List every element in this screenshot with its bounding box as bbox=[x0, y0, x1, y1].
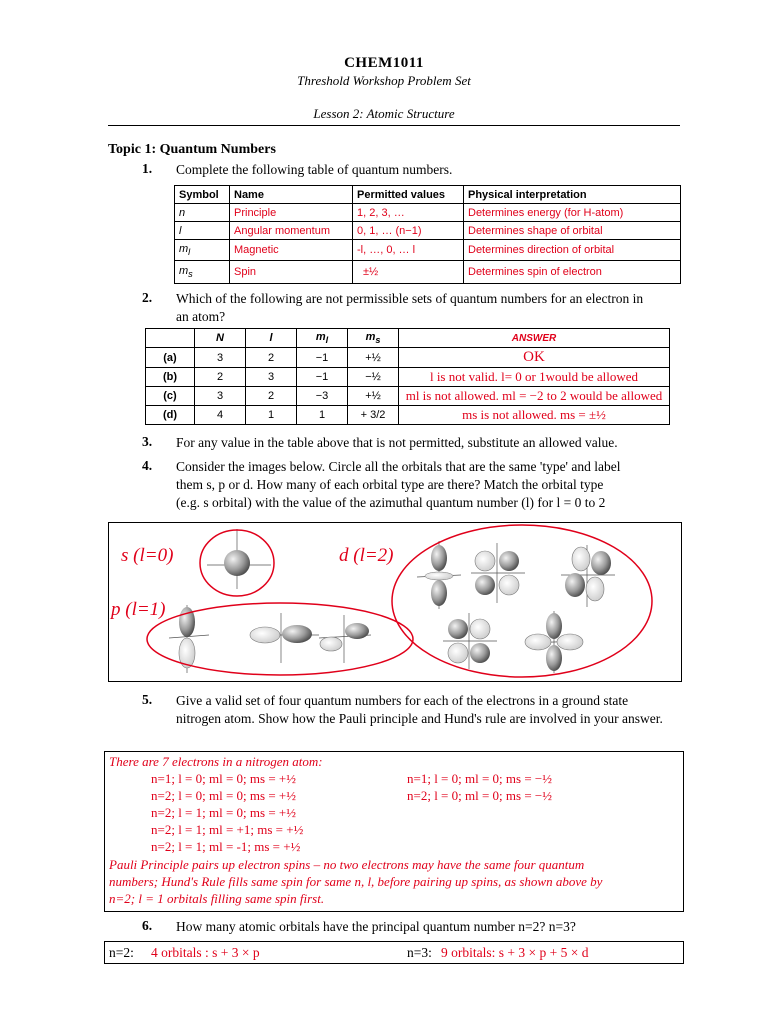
n-cell: 3 bbox=[195, 387, 246, 406]
name-cell: Angular momentum bbox=[230, 222, 353, 240]
col-header-ml bbox=[297, 329, 348, 348]
electron-set: n=2; l = 1; ml = 0; ms = +½ bbox=[151, 805, 296, 820]
l-cell: 2 bbox=[246, 348, 297, 368]
ms-cell: +½ bbox=[348, 387, 399, 406]
row-label: (d) bbox=[146, 406, 195, 425]
d-orbital-xz-icon bbox=[471, 543, 525, 603]
col-header: Physical interpretation bbox=[464, 186, 681, 204]
table-row bbox=[146, 387, 670, 406]
l-cell: 2 bbox=[246, 387, 297, 406]
q1-text: Complete the following table of quantum numbers. bbox=[176, 162, 453, 177]
interp-cell: Determines shape of orbital bbox=[464, 222, 681, 240]
answer-cell: ms is not allowed. ms = ±½ bbox=[399, 406, 670, 425]
name-cell: Magnetic bbox=[230, 240, 353, 261]
q3-number: 3. bbox=[142, 434, 153, 449]
d-orbital-yz-icon bbox=[561, 545, 615, 607]
table-row bbox=[175, 261, 681, 284]
values-cell: -l, …, 0, … l bbox=[353, 240, 464, 261]
n3-answer: 9 orbitals: s + 3 × p + 5 × d bbox=[441, 945, 589, 960]
symbol-sub: s bbox=[188, 269, 193, 280]
table-header-row bbox=[175, 186, 681, 204]
q6-answer-box bbox=[104, 941, 684, 964]
topic-heading: Topic 1: Quantum Numbers bbox=[108, 142, 276, 157]
values-cell: 0, 1, … (n−1) bbox=[353, 222, 464, 240]
electron-set: n=1; l = 0; ml = 0; ms = +½ bbox=[151, 771, 296, 786]
lesson-title: Lesson 2: Atomic Structure bbox=[313, 106, 455, 121]
ml-cell: 1 bbox=[297, 406, 348, 425]
col-header-ms bbox=[348, 329, 399, 348]
symbol-main: m bbox=[179, 242, 189, 255]
ms-cell: + 3/2 bbox=[348, 406, 399, 425]
values-cell: 1, 2, 3, … bbox=[353, 204, 464, 222]
label-header bbox=[146, 329, 195, 348]
table-row bbox=[175, 240, 681, 261]
permissible-sets-table bbox=[145, 328, 670, 425]
course-title: CHEM1011 bbox=[344, 55, 424, 71]
n-cell: 4 bbox=[195, 406, 246, 425]
col-header: Name bbox=[230, 186, 353, 204]
d-orbital-x2y2-icon bbox=[525, 611, 583, 673]
ms-cell: −½ bbox=[348, 368, 399, 387]
col-header-answer: ANSWER bbox=[399, 329, 670, 348]
table-row bbox=[146, 368, 670, 387]
orbitals-svg bbox=[109, 523, 681, 681]
q3-text: For any value in the table above that is not permitted, substitute an allowed value. bbox=[176, 435, 618, 450]
l-cell: 3 bbox=[246, 368, 297, 387]
p-orbital-y-icon bbox=[319, 615, 371, 663]
symbol-cell bbox=[175, 240, 230, 261]
s-label: s (l=0) bbox=[121, 545, 174, 566]
ms-main: m bbox=[365, 330, 376, 343]
col-header-l: l bbox=[246, 329, 297, 348]
ml-cell: −1 bbox=[297, 368, 348, 387]
p-orbital-z-icon bbox=[169, 605, 209, 673]
col-header: Symbol bbox=[175, 186, 230, 204]
interp-cell: Determines energy (for H-atom) bbox=[464, 204, 681, 222]
interp-cell: Determines spin of electron bbox=[464, 261, 681, 284]
ml-sub: l bbox=[325, 335, 329, 346]
d-orbital-xy-icon bbox=[443, 613, 497, 669]
ms-sub: s bbox=[375, 335, 381, 346]
row-label: (b) bbox=[146, 368, 195, 387]
symbol-cell bbox=[175, 261, 230, 284]
header-divider bbox=[108, 125, 680, 126]
electron-set: n=2; l = 0; ml = 0; ms = +½ bbox=[151, 788, 296, 803]
n-cell: 2 bbox=[195, 368, 246, 387]
name-cell: Spin bbox=[230, 261, 353, 284]
answer-cell: OK bbox=[399, 348, 670, 368]
col-header: Permitted values bbox=[353, 186, 464, 204]
l-cell: 1 bbox=[246, 406, 297, 425]
electron-set: n=2; l = 1; ml = +1; ms = +½ bbox=[151, 822, 304, 837]
p-orbital-x-icon bbox=[250, 613, 319, 663]
electron-set: n=2; l = 0; ml = 0; ms = −½ bbox=[407, 788, 552, 803]
q5-answer-box bbox=[104, 751, 684, 912]
row-label: (c) bbox=[146, 387, 195, 406]
q5-text: Give a valid set of four quantum numbers for each of the electrons in a ground state nitrogen atom. Show how the Pauli principle and Hund's rule are involved in your answer. bbox=[176, 693, 663, 726]
ms-cell: +½ bbox=[348, 348, 399, 368]
n2-answer: 4 orbitals : s + 3 × p bbox=[151, 945, 260, 960]
row-label: (a) bbox=[146, 348, 195, 368]
pauli-explanation: Pauli Principle pairs up electron spins – no two electrons may have the same four quantum bbox=[109, 857, 585, 872]
q1-number: 1. bbox=[142, 161, 153, 176]
symbol-cell: n bbox=[175, 204, 230, 222]
p-label: p (l=1) bbox=[111, 599, 166, 620]
answer-cell: ml is not allowed. ml = −2 to 2 would be allowed bbox=[399, 387, 670, 406]
q2-text: Which of the following are not permissible sets of quantum numbers for an electron in an atom? bbox=[176, 291, 644, 324]
symbol-sub: l bbox=[188, 247, 191, 258]
worksheet-subtitle: Threshold Workshop Problem Set bbox=[297, 73, 471, 88]
name-cell: Principle bbox=[230, 204, 353, 222]
ml-cell: −3 bbox=[297, 387, 348, 406]
answer-intro: There are 7 electrons in a nitrogen atom: bbox=[109, 754, 323, 769]
hund-explanation: numbers; Hund's Rule fills same spin for same n, l, before pairing up spins, as shown above by bbox=[109, 874, 603, 889]
electron-set: n=2; l = 1; ml = -1; ms = +½ bbox=[151, 839, 301, 854]
interp-cell: Determines direction of orbital bbox=[464, 240, 681, 261]
ml-cell: −1 bbox=[297, 348, 348, 368]
n-cell: 3 bbox=[195, 348, 246, 368]
d-orbital-circle bbox=[392, 525, 652, 677]
table-row bbox=[146, 406, 670, 425]
d-label: d (l=2) bbox=[339, 545, 394, 566]
answer-cell: l is not valid. l= 0 or 1would be allowed bbox=[399, 368, 670, 387]
n3-label: n=3: bbox=[407, 945, 432, 960]
ml-main: m bbox=[315, 330, 326, 343]
col-header-n: N bbox=[195, 329, 246, 348]
q5-number: 5. bbox=[142, 692, 153, 707]
symbol-main: m bbox=[179, 264, 189, 277]
q6-text: How many atomic orbitals have the principal quantum number n=2? n=3? bbox=[176, 919, 576, 934]
q4-number: 4. bbox=[142, 458, 153, 473]
table-header-row bbox=[146, 329, 670, 348]
values-cell: ±½ bbox=[353, 261, 464, 284]
table-row bbox=[146, 348, 670, 368]
table-row bbox=[175, 204, 681, 222]
q4-line-1: Consider the images below. Circle all the orbitals that are the same 'type' and label bbox=[176, 459, 621, 474]
symbol-cell: l bbox=[175, 222, 230, 240]
quantum-numbers-table bbox=[174, 185, 681, 284]
table-row bbox=[175, 222, 681, 240]
q6-number: 6. bbox=[142, 918, 153, 933]
explanation-end: n=2; l = 1 orbitals filling same spin first. bbox=[109, 891, 325, 906]
n2-label: n=2: bbox=[109, 945, 134, 960]
orbitals-figure bbox=[108, 522, 682, 682]
q4-line-3: (e.g. s orbital) with the value of the azimuthal quantum number (l) for l = 0 to 2 bbox=[176, 495, 606, 510]
q4-line-2: them s, p or d. How many of each orbital type are there? Match the orbital type bbox=[176, 477, 604, 492]
electron-set: n=1; l = 0; ml = 0; ms = −½ bbox=[407, 771, 552, 786]
q2-number: 2. bbox=[142, 290, 153, 305]
